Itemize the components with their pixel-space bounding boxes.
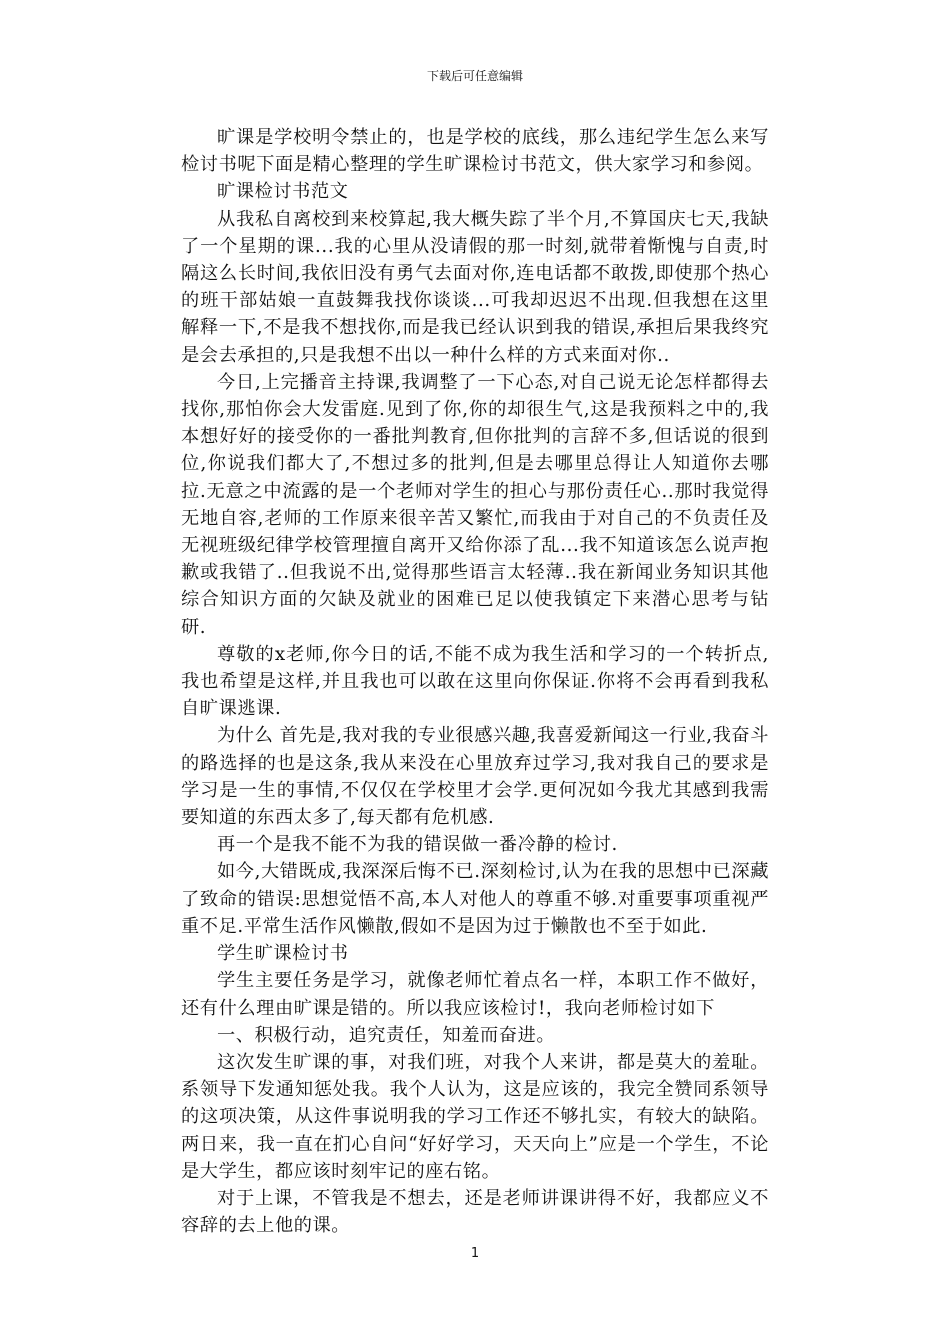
section-heading: 旷课检讨书范文 <box>217 181 349 203</box>
body-paragraph: 再一个是我不能不为我的错误做一番冷静的检讨. <box>217 834 618 856</box>
body-paragraph: 今日,上完播音主持课,我调整了一下心态,对自己说无论怎样都得去找你,那怕你会大发雷庭.见到了你,你的却很生气,这是我预料之中的,我本想好好的接受你的一番批判教育,但你批判的言辞不多,但话说的很到位,你说我们都大了,不想过多的批判,但是去哪里总得让人知道你去哪拉.无意之中流露的是一个老师对学生的担心与那份责任心..那时我觉得无地自容,老师的工作原来很辛苦又繁忙,而我由于对自己的不负责任及无视班级纪律学校管理擅自离开又给你添了乱...我不知道该怎么说声抱歉或我错了..但我说不出,觉得那些语言太轻薄..我在新闻业务知识其他综合知识方面的欠缺及就业的困难已足以使我镇定下来潜心思考与钻研. <box>181 371 769 638</box>
intro-paragraph: 旷课是学校明令禁止的，也是学校的底线，那么违纪学生怎么来写检讨书呢下面是精心整理的学生旷课检讨书范文，供大家学习和参阅。 <box>181 127 769 176</box>
body-paragraph: 如今,大错既成,我深深后悔不已.深刻检讨,认为在我的思想中已深藏了致命的错误:思想觉悟不高,本人对他人的尊重不够.对重要事项重视严重不足.平常生活作风懒散,假如不是因为过于懒散也不至于如此. <box>181 861 769 937</box>
page-number: 1 <box>470 1246 480 1261</box>
body-paragraph: 学生主要任务是学习，就像老师忙着点名一样，本职工作不做好，还有什么理由旷课是错的。所以我应该检讨!，我向老师检讨如下 <box>181 970 769 1019</box>
page-header: 下载后可任意编辑 <box>426 69 523 83</box>
body-paragraph: 尊敬的x老师,你今日的话,不能不成为我生活和学习的一个转折点,我也希望是这样,并且我也可以敢在这里向你保证.你将不会再看到我私自旷课逃课. <box>181 643 769 720</box>
body-paragraph: 为什么 首先是,我对我的专业很感兴趣,我喜爱新闻这一行业,我奋斗的路选择的也是这条,我从来没在心里放弃过学习,我对我自己的要求是学习是一生的事情,不仅仅在学校里才会学.更何况如今我尤其感到我需要知道的东西太多了,每天都有危机感. <box>181 725 769 829</box>
body-paragraph: 这次发生旷课的事，对我们班，对我个人来讲，都是莫大的羞耻。系领导下发通知惩处我。我个人认为，这是应该的，我完全赞同系领导的这项决策，从这件事说明我的学习工作还不够扎实，有较大的缺陷。两日来，我一直在扪心自问“好好学习，天天向上”应是一个学生，不论是大学生，都应该时刻牢记的座右铭。 <box>181 1051 769 1182</box>
body-paragraph: 一、积极行动，追究责任，知羞而奋进。 <box>217 1024 556 1046</box>
body-paragraph: 对于上课，不管我是不想去，还是老师讲课讲得不好，我都应义不容辞的去上他的课。 <box>181 1187 769 1237</box>
body-paragraph: 从我私自离校到来校算起,我大概失踪了半个月,不算国庆七天,我缺了一个星期的课...我的心里从没请假的那一时刻,就带着惭愧与自责,时隔这么长时间,我依旧没有勇气去面对你,连电话都不敢拨,即使那个热心的班干部姑娘一直鼓舞我找你谈谈...可我却迟迟不出现.但我想在这里解释一下,不是我不想找你,而是我已经认识到我的错误,承担后果我终究是会去承担的,只是我想不出以一种什么样的方式来面对你.. <box>181 208 769 366</box>
section-heading: 学生旷课检讨书 <box>217 943 349 965</box>
document-body <box>181 124 769 1239</box>
